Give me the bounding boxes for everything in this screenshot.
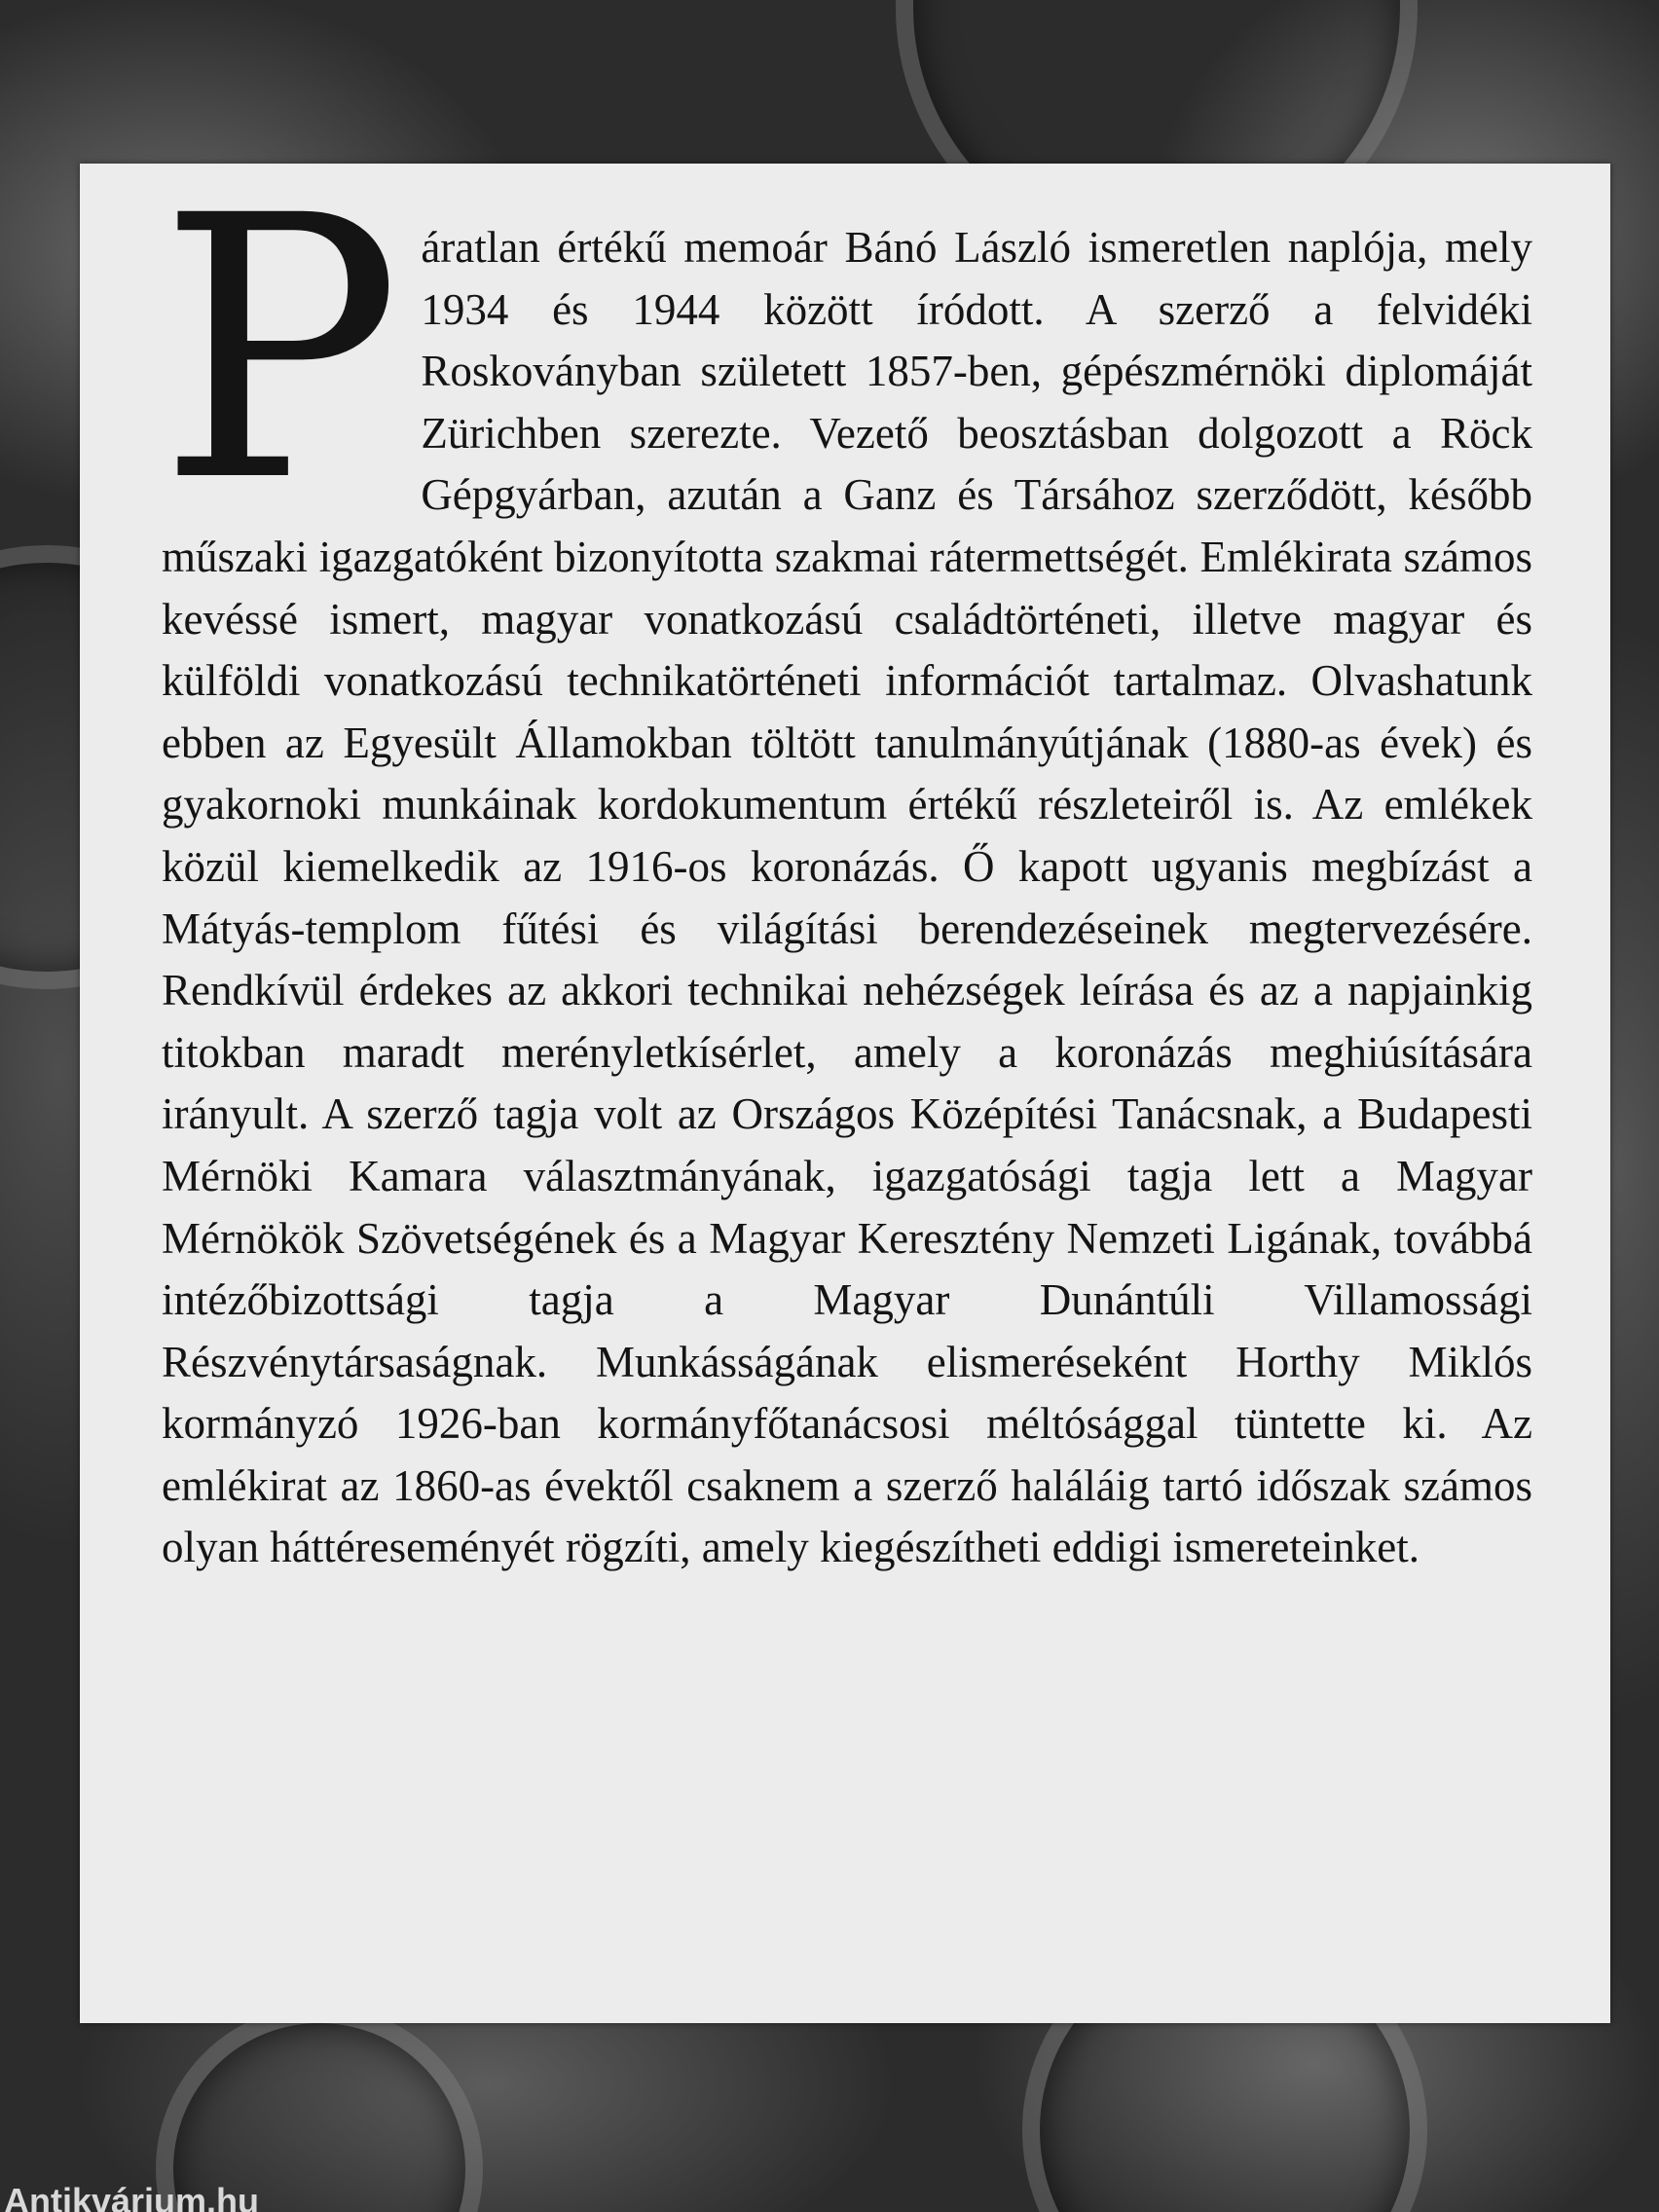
watermark: Antikvárium.hu [4, 2181, 260, 2212]
blurb-panel [80, 139, 1610, 2023]
drop-cap: P [158, 139, 402, 561]
blurb-text: áratlan értékű memoár Bánó László ismeretlen naplója, mely 1934 és 1944 között íródott. A szerző a felvidéki Roskoványban született 1857-ben, gépészmérnöki diplomáját Zürichben szerezte. Vezető beosztásban dolgozott a Röck Gépgyárban, azután a Ganz és Társához szerződött, később műszaki igazgatóként bizonyította szakmai rátermettségét. Emlékirata számos kevéssé ismert, magyar vonatkozású családtörténeti, illetve magyar és külföldi vonatkozású technikatörténeti információt tartalmaz. Olvashatunk ebben az Egyesült Államokban töltött tanulmányútjának (1880-as évek) és gyakornoki munkáinak kordokumentum értékű részleteiről is. Az emlékek közül kiemelkedik az 1916-os koronázás. Ő kapott ugyanis megbízást a Mátyás-templom fűtési és világítási berendezéseinek megtervezésére. Rendkívül érdekes az akkori technikai nehézségek leírása és az a napjainkig titokban maradt merényletkísérlet, amely a koronázás meghiúsítására irányult. A szerző tagja volt az Országos Középítési Tanácsnak, a Budapesti Mérnöki Kamara választmányának, igazgatósági tagja lett a Magyar Mérnökök Szövetségének és a Magyar Keresztény Nemzeti Ligának, továbbá intézőbizottsági tagja a Magyar Dunántúli Villamossági Részvénytársaságnak. Munkásságának elismeréseként Horthy Miklós kormányzó 1926-ban kormányfőtanácsosi méltósággal tüntette ki. Az emlékirat az 1860-as évektől csaknem a szerző haláláig tartó időszak számos olyan háttéreseményét rögzíti, amely kiegészítheti eddigi ismereteinket. [162, 223, 1532, 1572]
blurb-paragraph [158, 139, 1532, 1579]
